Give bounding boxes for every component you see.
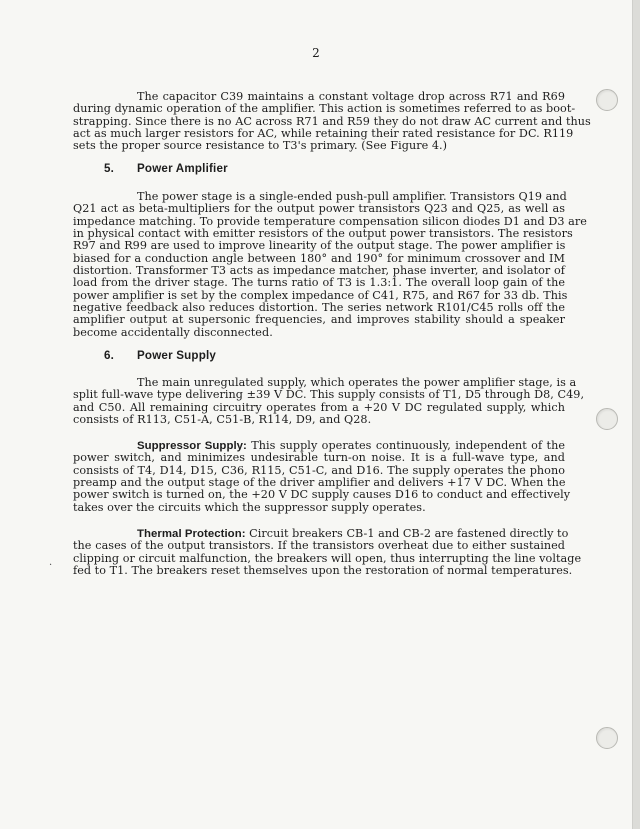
text-line: negative feedback also reduces distortion. The series network R101/C45 rolls off the [73, 301, 565, 315]
section-heading-power-supply [104, 349, 216, 362]
punch-hole-top [596, 89, 618, 111]
runin-heading-thermal-protection: Thermal Protection: [137, 528, 246, 540]
paragraph-main-supply [73, 376, 585, 427]
text-line: clipping or circuit malfunction, the breakers will open, thus interrupting the line voltage [73, 551, 582, 565]
text-line: in physical contact with emitter resistors of the output power transistors. The resistors [73, 227, 573, 241]
text-line: preamp and the output stage of the driver amplifier and delivers +17 V DC. When the [73, 476, 566, 490]
text-line: distortion. Transformer T3 acts as impedance matcher, phase inverter, and isolator of [73, 264, 565, 278]
text-line: strapping. Since there is no AC across R71 and R59 they do not draw AC current and thus [73, 114, 591, 128]
section-title: Power Amplifier [137, 162, 228, 175]
text-line: load from the driver stage. The turns ratio of T3 is 1.3:1. The overall loop gain of the [73, 276, 565, 290]
text-fragment: This supply operates continuously, independent of the [251, 439, 565, 452]
text-line: power amplifier is set by the complex impedance of C41, R75, and R67 for 33 db. This [73, 288, 568, 302]
page-edge [632, 0, 640, 829]
text-line: The main unregulated supply, which operates the power amplifier stage, is a [137, 376, 577, 389]
runin-heading-suppressor-supply: Suppressor Supply: [137, 440, 247, 452]
punch-hole-middle [596, 408, 618, 430]
section-title: Power Supply [137, 349, 217, 362]
paragraph-thermal-protection [73, 527, 582, 578]
paragraph-bootstrapping [73, 90, 591, 153]
text-line: amplifier output at supersonic frequencies, and improves stability should a speaker [73, 313, 565, 327]
text-line: biased for a conduction angle between 180° and 190° for minimum crossover and IM [73, 251, 565, 265]
text-line: split full-wave type delivering ±39 V DC. This supply consists of T1, D5 through D8, C49, [73, 388, 585, 402]
section-number: 6. [104, 349, 115, 362]
text-line: The capacitor C39 maintains a constant voltage drop across R71 and R69 [137, 90, 565, 103]
text-line: Q21 act as beta-multipliers for the output power transistors Q23 and Q25, as well as [73, 202, 565, 216]
text-line: power switch is turned on, the +20 V DC supply causes D16 to conduct and effectively [73, 488, 571, 502]
text-line: R97 and R99 are used to improve linearity of the output stage. The power amplifier is [73, 239, 566, 253]
text-fragment: Circuit breakers CB-1 and CB-2 are fastened directly to [249, 527, 569, 540]
stray-mark: · [49, 560, 53, 571]
text-line: consists of T4, D14, D15, C36, R115, C51-C, and D16. The supply operates the phono [73, 463, 565, 477]
text-line: and C50. All remaining circuitry operates from a +20 V DC regulated supply, which [73, 400, 565, 414]
paragraph-suppressor-supply [73, 439, 571, 514]
section-number: 5. [104, 162, 115, 175]
text-line: The power stage is a single-ended push-pull amplifier. Transistors Q19 and [137, 190, 567, 203]
text-line: impedance matching. To provide temperature compensation silicon diodes D1 and D3 are [73, 214, 587, 228]
text-line: power switch, and minimizes undesirable turn-on noise. It is a full-wave type, and [73, 451, 565, 465]
text-line: during dynamic operation of the amplifier. This action is sometimes referred to as boot- [73, 102, 576, 116]
text-line: sets the proper source resistance to T3's primary. (See Figure 4.) [73, 139, 448, 153]
section-heading-power-amplifier [104, 162, 228, 175]
text-line: takes over the circuits which the suppressor supply operates. [73, 500, 426, 514]
punch-hole-bottom [596, 727, 618, 749]
paragraph-power-stage [73, 190, 587, 339]
text-line: fed to T1. The breakers reset themselves upon the restoration of normal temperatures. [73, 564, 573, 578]
text-line: become accidentally disconnected. [73, 325, 273, 339]
text-line: consists of R113, C51-A, C51-B, R114, D9, and Q28. [73, 413, 372, 427]
text-line: act as much larger resistors for AC, while retaining their rated resistance for DC. R119 [73, 127, 574, 141]
text-line: the cases of the output transistors. If the transistors overheat due to either sustained [73, 539, 565, 553]
page-number: 2 [312, 46, 320, 60]
